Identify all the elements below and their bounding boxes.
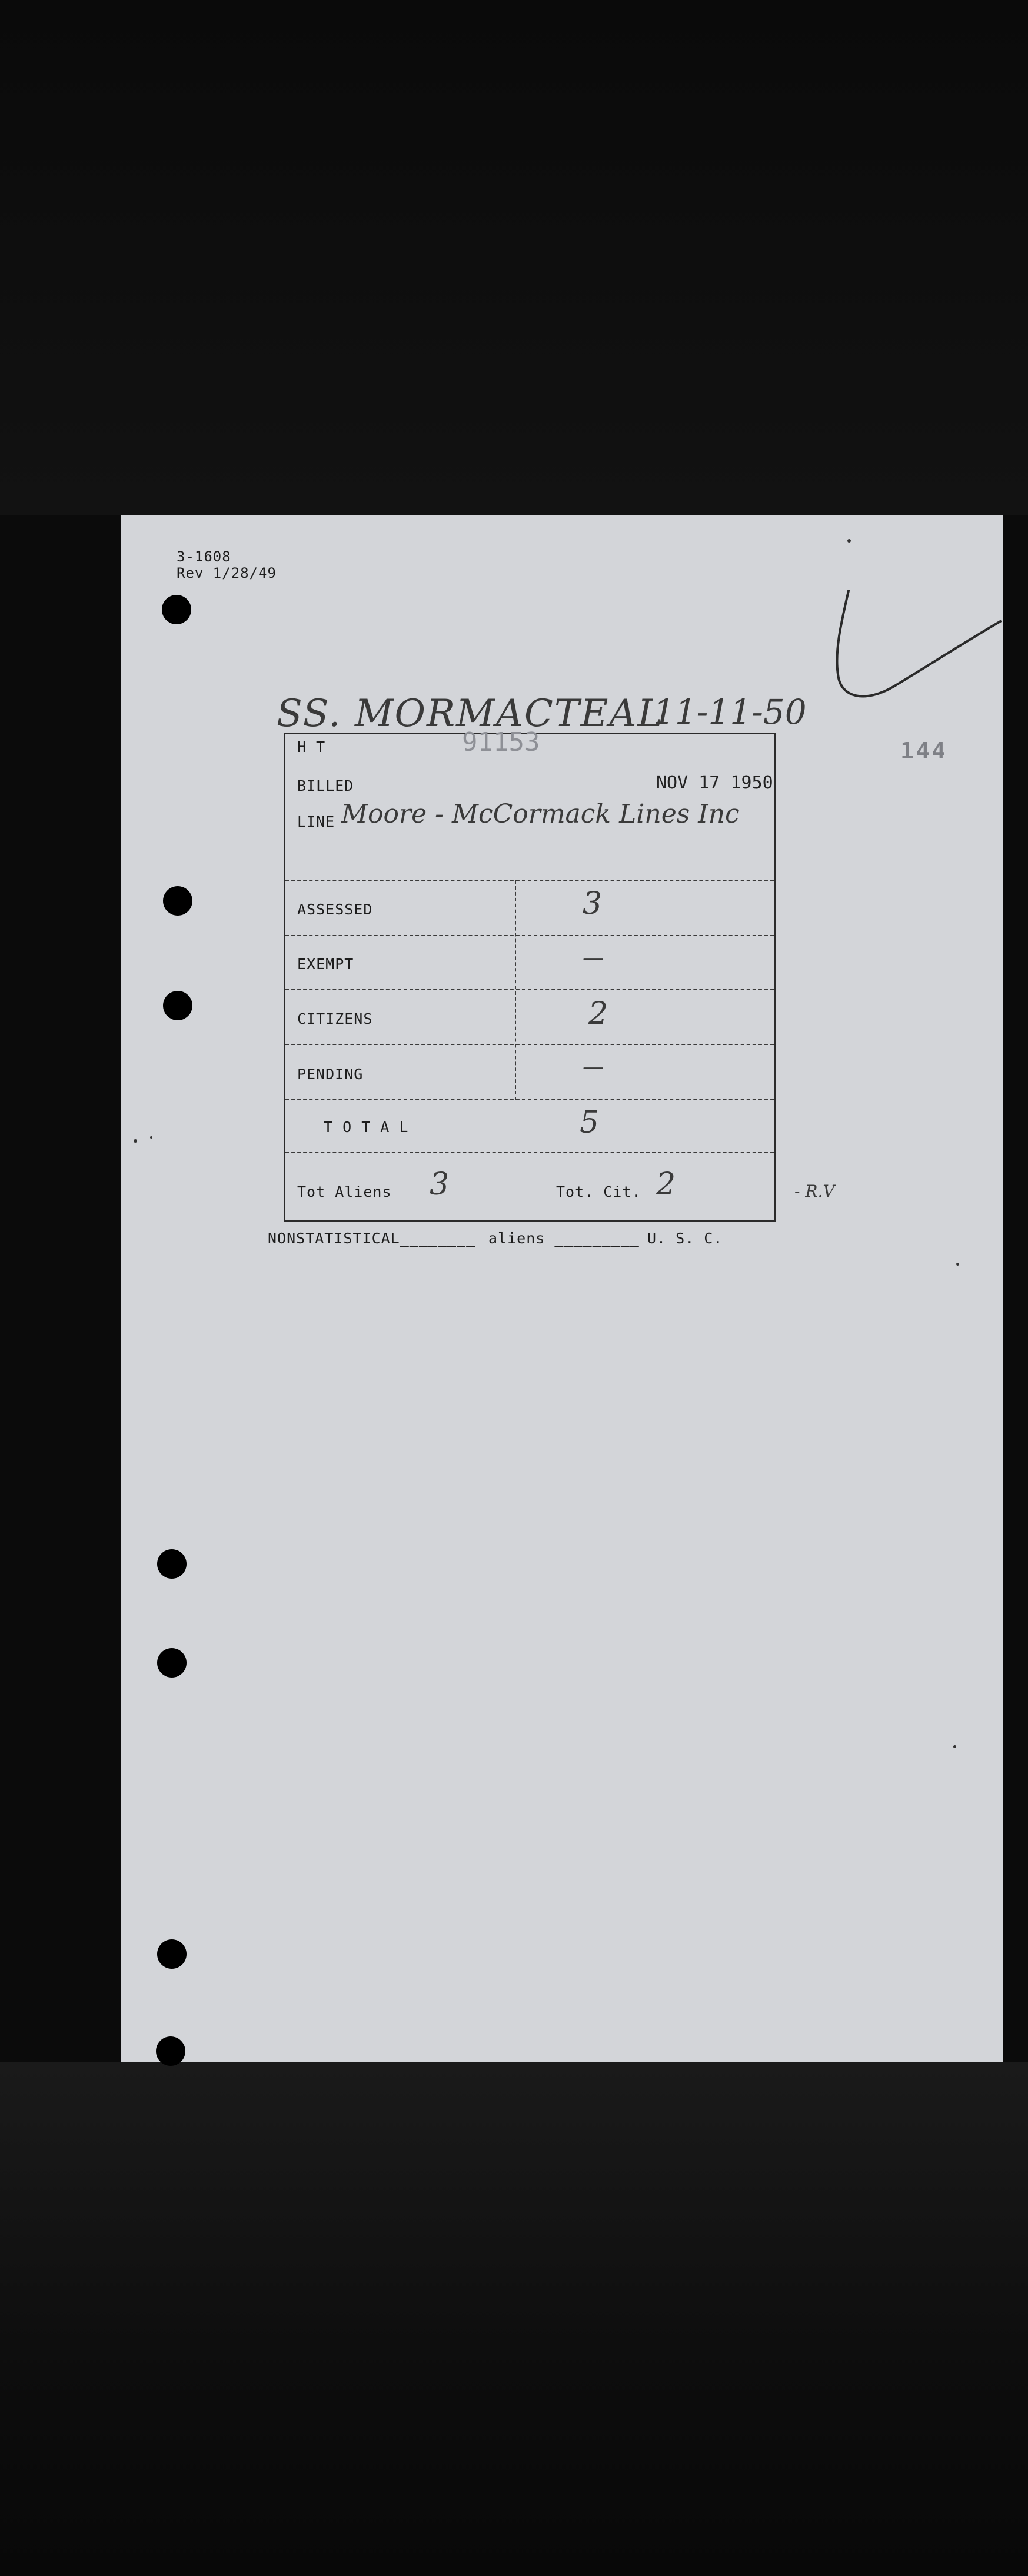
column-divider [515, 880, 516, 1100]
divider [285, 1152, 774, 1153]
speck [953, 1745, 956, 1748]
exempt-label: EXEMPT [297, 956, 354, 973]
line-label: LINE [297, 813, 335, 830]
reviewer-initials: - R.V [794, 1182, 835, 1201]
pending-label: PENDING [297, 1066, 364, 1083]
ht-label: H T [297, 738, 326, 756]
divider [285, 1044, 774, 1045]
punch-hole [157, 1648, 187, 1678]
tot-aliens-label: Tot Aliens [297, 1183, 392, 1200]
vessel-name: SS. MORMACTEAL [277, 692, 664, 735]
pending-value: — [583, 1055, 604, 1079]
assessed-value: 3 [583, 886, 603, 921]
exempt-value: — [583, 946, 604, 970]
punch-hole [157, 1549, 187, 1579]
usc-label: U. S. C. [647, 1230, 723, 1247]
divider [285, 880, 774, 881]
scan-background-bottom [0, 2062, 1028, 2576]
punch-hole [156, 2036, 185, 2066]
arrival-date: 11-11-50 [653, 692, 807, 732]
speck [150, 1136, 152, 1139]
total-value: 5 [580, 1105, 600, 1140]
tot-aliens-value: 3 [430, 1167, 450, 1202]
line-name: Moore - McCormack Lines Inc [341, 799, 740, 829]
speck [134, 1139, 137, 1143]
divider [285, 935, 774, 936]
billed-label: BILLED [297, 777, 354, 794]
form-number: 3-1608 [177, 548, 231, 565]
scan-background-top [0, 0, 1028, 515]
divider [285, 1099, 774, 1100]
punch-hole [162, 595, 191, 624]
aliens-label: aliens _________ [488, 1230, 640, 1247]
tot-cit-label: Tot. Cit. [556, 1183, 641, 1200]
ht-number: 91153 [462, 727, 540, 757]
punch-hole [157, 1939, 187, 1969]
punch-hole [163, 991, 192, 1020]
manifest-card [121, 515, 1003, 2062]
citizens-value: 2 [588, 996, 608, 1031]
divider [285, 989, 774, 990]
punch-hole [163, 886, 192, 916]
check-mark-icon [830, 586, 1006, 710]
billed-date-stamp: NOV 17 1950 [656, 773, 773, 793]
form-revision: Rev 1/28/49 [177, 565, 277, 581]
total-label: T O T A L [324, 1119, 409, 1136]
nonstatistical-label: NONSTATISTICAL________ [268, 1230, 476, 1247]
assessed-label: ASSESSED [297, 901, 373, 918]
page-number: 144 [900, 738, 948, 764]
speck [847, 539, 851, 543]
citizens-label: CITIZENS [297, 1010, 373, 1027]
speck [956, 1263, 959, 1266]
tot-cit-value: 2 [656, 1167, 676, 1202]
manifest-form [284, 727, 776, 1222]
